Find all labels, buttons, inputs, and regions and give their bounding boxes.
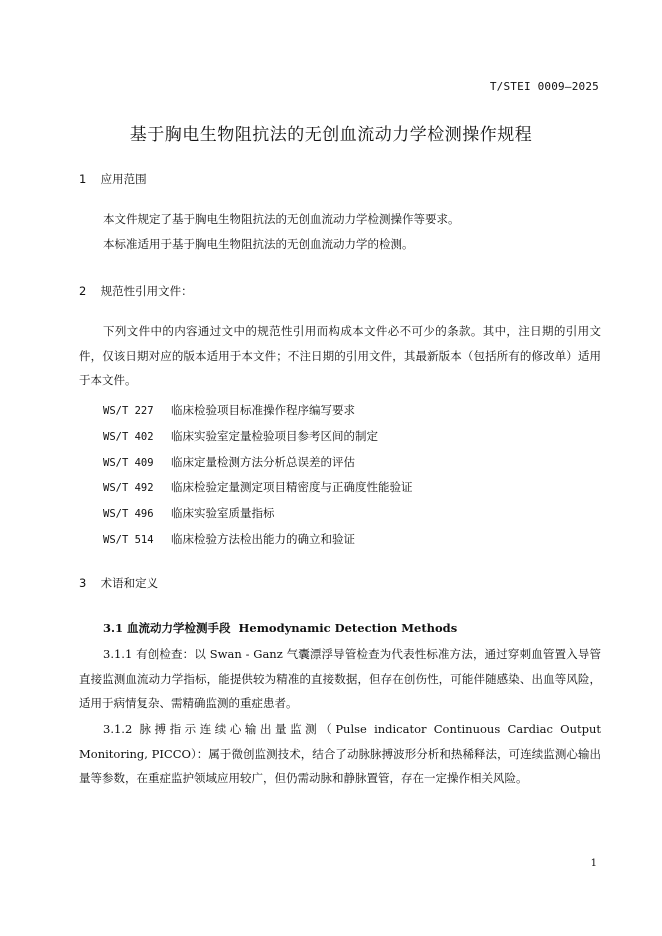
section-2-title: 规范性引用文件： [100, 284, 193, 298]
clause-3-1-1: 3.1.1 有创检查：以 Swan - Ganz 气囊漂浮导管检查为代表性标准方法，通过穿刺血管置入导管直接监测血流动力学指标，能提供较为精准的直接数据，但存在创伤性，可能伴随感染、出血等风险，适用于病情复杂、需精确监测的重症患者。 [79, 647, 601, 710]
reference-code: WS/T 492 [103, 482, 154, 495]
subsection-3-1-heading [103, 620, 457, 636]
reference-item [103, 530, 413, 556]
reference-code: WS/T 402 [103, 430, 154, 443]
reference-list [103, 401, 413, 556]
standard-code: T/STEI 0009—2025 [489, 80, 599, 93]
section-1-heading [79, 171, 147, 187]
page-number: 1 [590, 858, 597, 869]
reference-code: WS/T 496 [103, 508, 154, 521]
reference-item [103, 453, 413, 479]
section-2-number: 2 [79, 284, 87, 298]
reference-code: WS/T 409 [103, 456, 154, 469]
subsection-title-en: Hemodynamic Detection Methods [238, 621, 458, 635]
section-1-title: 应用范围 [100, 172, 147, 186]
clause-3-1-2: 3.1.2 脉搏指示连续心输出量监测（Pulse indicator Continuous Cardiac Output Monitoring, PICCO）：属于微创监测技术，结合了动脉脉搏波形分析和热稀释法，可连续监测心输出量等参数，在重症监护领域应用较广，但仍需动脉和静脉置管，存在一定操作相关风险。 [79, 722, 601, 785]
reference-title: 临床实验室定量检验项目参考区间的制定 [171, 428, 378, 443]
section-3-number: 3 [79, 576, 87, 590]
reference-title: 临床实验室质量指标 [171, 506, 275, 521]
document-title: 基于胸电生物阻抗法的无创血流动力学检测操作规程 [129, 125, 533, 145]
reference-code: WS/T 227 [103, 405, 154, 417]
reference-item [103, 401, 413, 427]
reference-title: 临床定量检测方法分析总误差的评估 [171, 454, 355, 469]
section-2-heading [79, 283, 193, 299]
reference-item [103, 427, 413, 453]
section-3-heading [79, 575, 158, 591]
subsection-title-cn: 血流动力学检测手段 [127, 621, 231, 635]
reference-title: 临床检验项目标准操作程序编写要求 [171, 403, 355, 417]
section-1-paragraph: 本标准适用于基于胸电生物阻抗法的无创血流动力学的检测。 [103, 237, 414, 251]
section-1-paragraph: 本文件规定了基于胸电生物阻抗法的无创血流动力学检测操作等要求。 [103, 212, 460, 226]
subsection-number: 3.1 [103, 621, 124, 635]
section-1-number: 1 [79, 172, 87, 186]
reference-item [103, 478, 413, 504]
reference-title: 临床检验方法检出能力的确立和验证 [171, 531, 355, 546]
reference-title: 临床检验定量测定项目精密度与正确度性能验证 [171, 480, 413, 495]
reference-code: WS/T 514 [103, 533, 154, 546]
reference-item [103, 504, 413, 530]
section-2-intro: 下列文件中的内容通过文中的规范性引用而构成本文件必不可少的条款。其中，注日期的引用文件，仅该日期对应的版本适用于本文件；不注日期的引用文件，其最新版本（包括所有的修改单）适用于本文件。 [79, 324, 601, 387]
section-3-title: 术语和定义 [100, 576, 159, 590]
